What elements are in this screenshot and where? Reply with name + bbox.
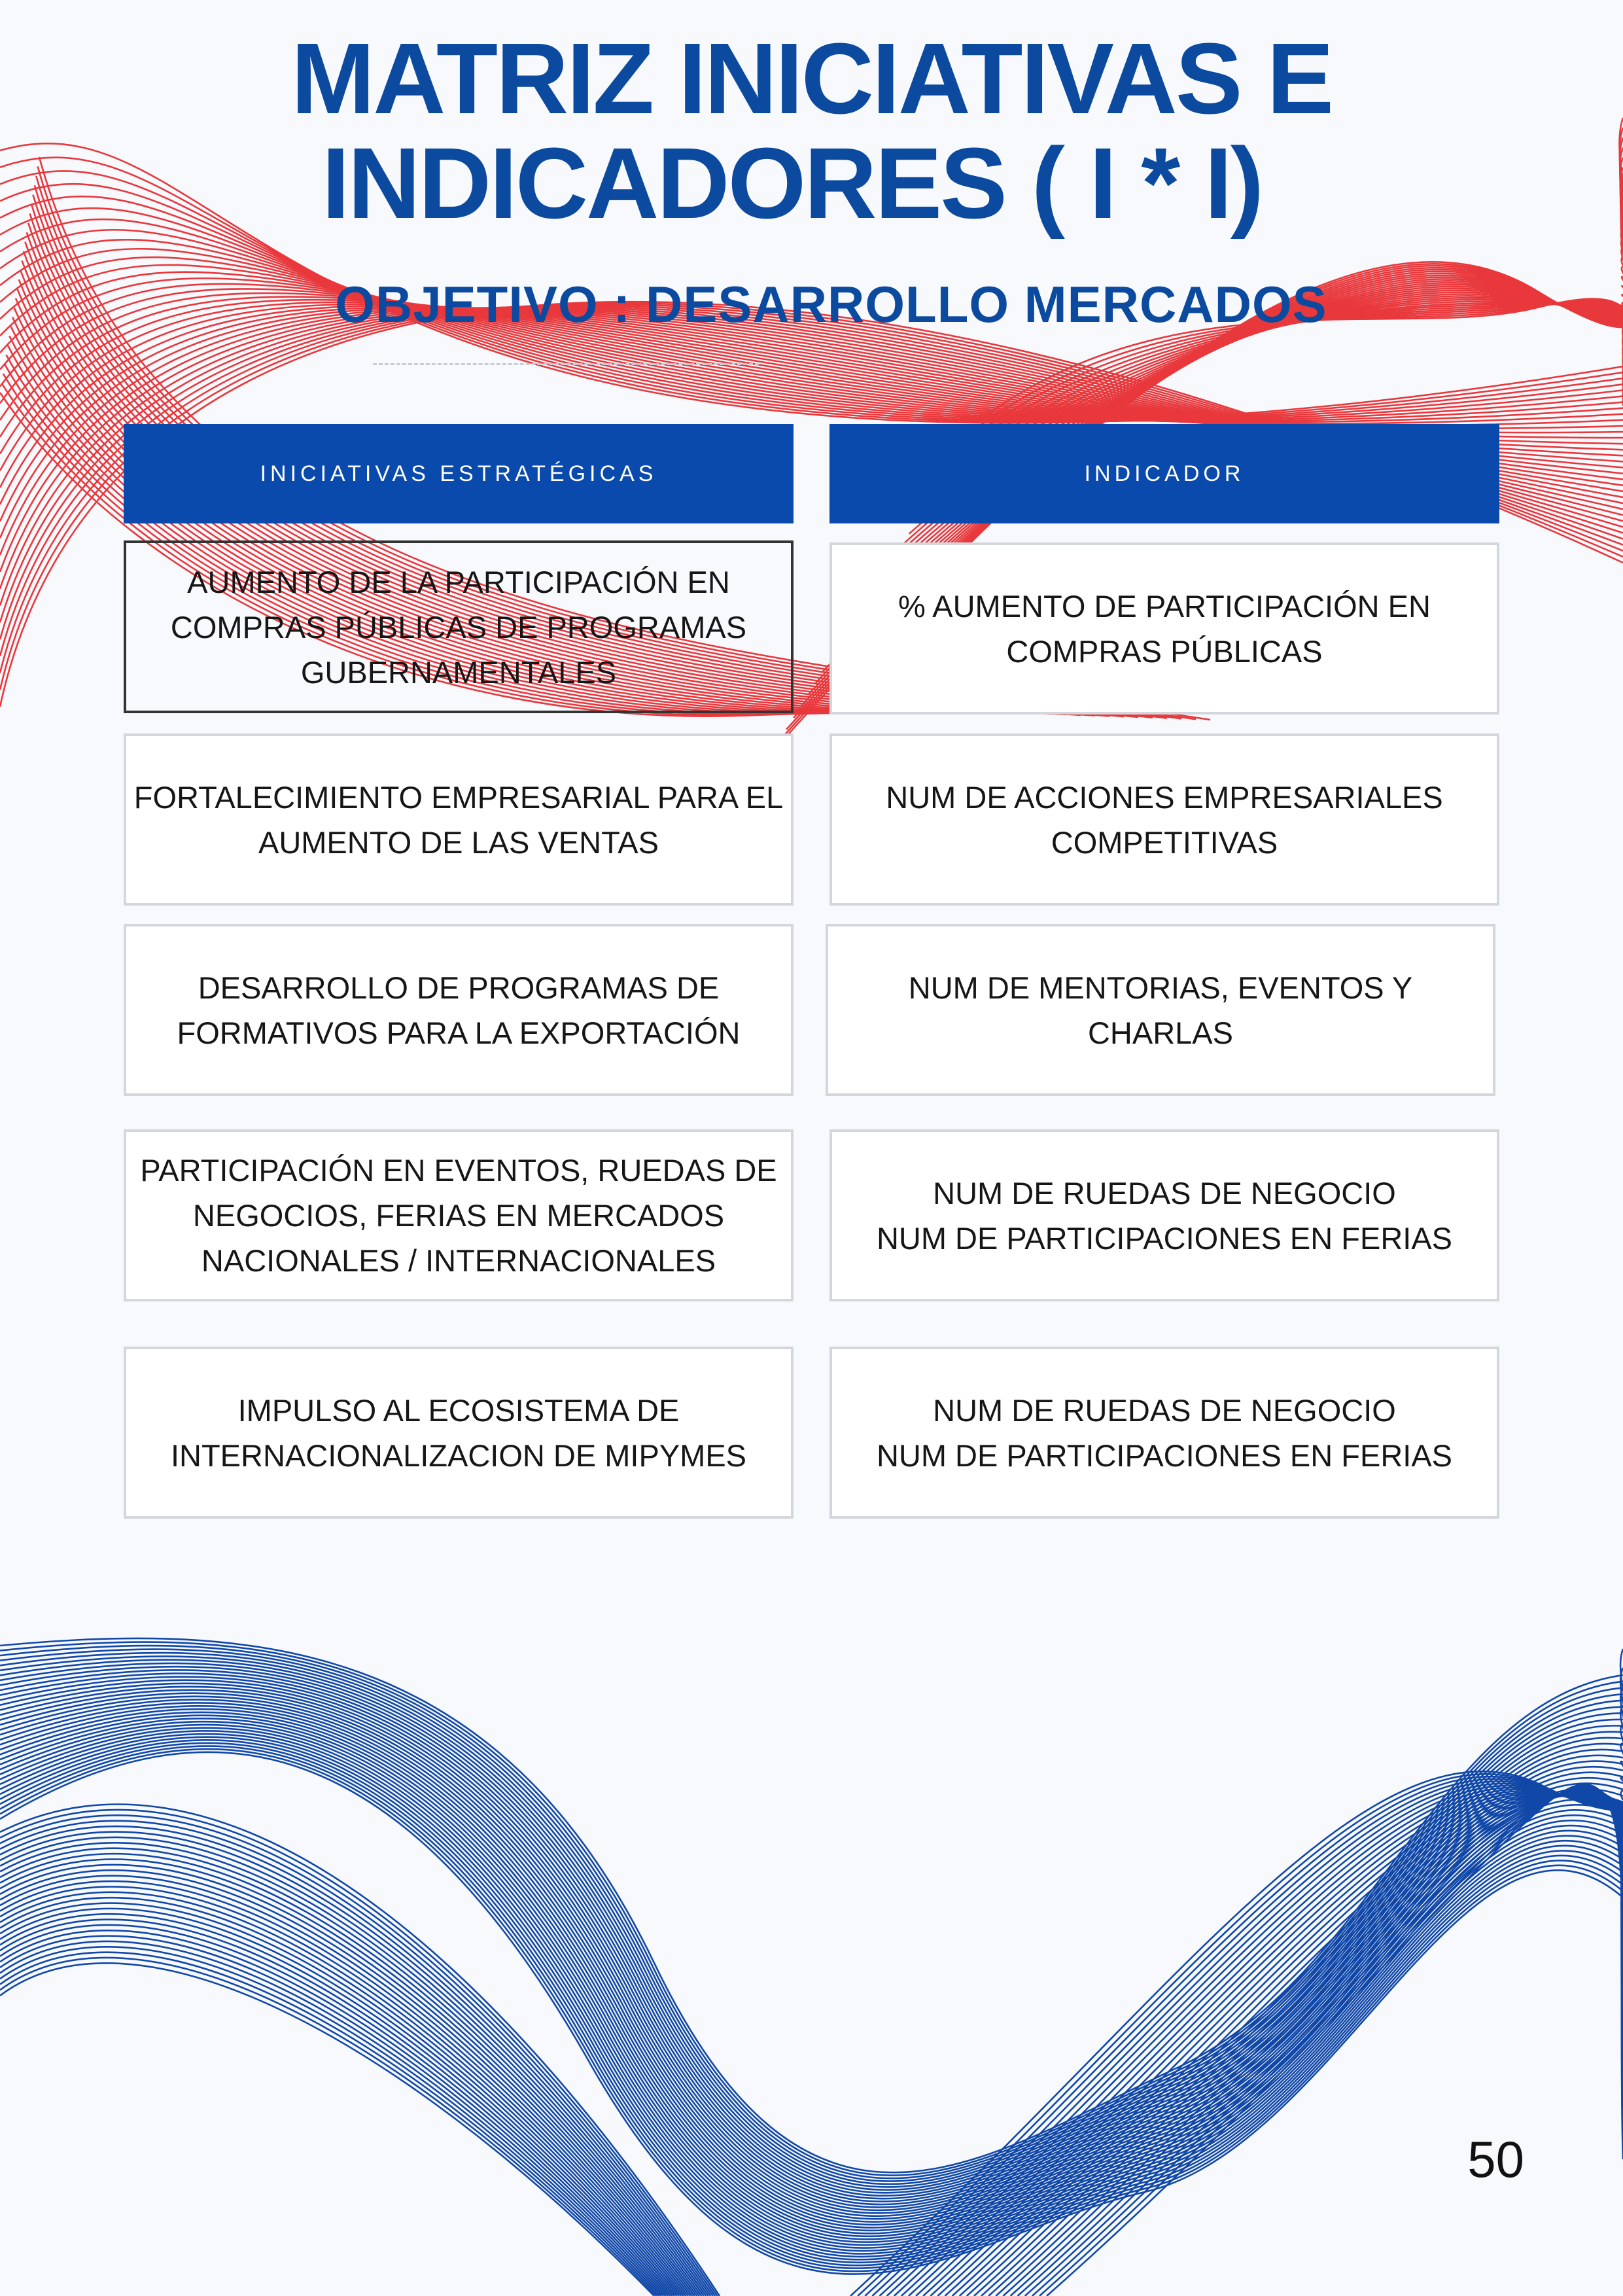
wave-line	[1039, 1785, 1623, 2296]
wave-line	[0, 1909, 676, 2296]
wave-line	[0, 1832, 708, 2296]
table-row-4-indicador	[829, 1129, 1499, 1301]
page-title	[0, 22, 1623, 239]
wave-line	[1047, 1784, 1623, 2296]
wave-line	[0, 1638, 1623, 2172]
wave-line	[0, 1674, 1623, 2202]
table-row-1-iniciativa	[124, 540, 794, 713]
wave-line	[0, 1749, 1623, 2271]
wave-line	[0, 1693, 1623, 2219]
cell-text: NUM DE RUEDAS DE NEGOCIO NUM DE PARTICIPACIONES EN FERIAS	[876, 1392, 1453, 1473]
wave-line	[0, 1646, 1623, 2178]
page-title-line-2: INDICADORES ( I * I)	[321, 127, 1263, 239]
wave-line	[0, 1722, 1623, 2245]
wave-line	[0, 1963, 654, 2296]
wave-line	[1018, 1788, 1623, 2296]
wave-line	[0, 1656, 1623, 2187]
wave-line	[0, 1843, 704, 2296]
wave-line	[0, 1650, 1623, 2181]
cell-text: PARTICIPACIÓN EN EVENTOS, RUEDAS DE NEGOCIOS, FERIAS EN MERCADOS NACIONALES / INTERNACIONALES	[140, 1153, 777, 1278]
wave-line	[0, 1930, 668, 2296]
wave-line	[0, 1952, 659, 2296]
dashed-divider	[373, 363, 759, 365]
cell-text: IMPULSO AL ECOSISTEMA DE INTERNACIONALIZACION DE MIPYMES	[170, 1392, 747, 1473]
wave-line	[1032, 1786, 1623, 2296]
wave-line	[0, 1936, 665, 2296]
wave-line	[865, 1687, 1623, 2296]
wave-line	[0, 1860, 697, 2296]
wave-line	[0, 1660, 1623, 2190]
wave-line	[996, 1791, 1623, 2296]
table-row-5-indicador	[829, 1347, 1499, 1519]
wave-line	[0, 1805, 720, 2296]
objective-subtitle: OBJETIVO : DESARROLLO MERCADOS	[335, 275, 1327, 333]
wave-line	[0, 1848, 701, 2296]
cell-text: NUM DE MENTORIAS, EVENTOS Y CHARLAS	[908, 970, 1413, 1050]
wave-line	[974, 1793, 1623, 2296]
wave-line	[0, 1680, 1623, 2208]
cell-text: AUMENTO DE LA PARTICIPACIÓN EN COMPRAS PÚBLICAS DE PROGRAMAS GUBERNAMENTALES	[170, 564, 747, 690]
wave-line	[872, 1706, 1623, 2296]
table-row-4-iniciativa	[124, 1129, 794, 1301]
wave-line	[0, 1920, 672, 2296]
wave-line	[0, 1810, 718, 2296]
wave-line	[0, 1731, 1623, 2253]
wave-line	[0, 1740, 1623, 2262]
wave-line	[0, 1684, 1623, 2210]
wave-line	[0, 1709, 1623, 2233]
wave-line	[1010, 1789, 1623, 2296]
wave-line	[0, 1941, 663, 2296]
wave-line	[930, 1793, 1623, 2296]
wave-line	[0, 1728, 1623, 2251]
wave-line	[0, 1690, 1623, 2216]
page-number: 50	[1467, 2130, 1524, 2188]
wave-line	[0, 1712, 1623, 2236]
wave-line	[1003, 1790, 1623, 2296]
wave-line	[960, 1795, 1623, 2296]
table-row-5-iniciativa	[124, 1347, 794, 1519]
cell-text: % AUMENTO DE PARTICIPACIÓN EN COMPRAS PÚBLICAS	[898, 588, 1431, 669]
table-row-3-iniciativa	[124, 924, 794, 1096]
wave-line	[937, 1795, 1623, 2296]
wave-line	[0, 1725, 1623, 2248]
wave-line	[858, 1668, 1623, 2296]
wave-line	[1025, 1787, 1623, 2296]
page-title-line-1: MATRIZ INICIATIVAS E	[290, 22, 1333, 135]
wave-line	[0, 1687, 1623, 2214]
cell-text: FORTALECIMIENTO EMPRESARIAL PARA EL AUMENTO DE LAS VENTAS	[133, 779, 784, 860]
wave-line	[0, 1743, 1623, 2265]
cell-text: DESARROLLO DE PROGRAMAS DE FORMATIVOS PARA LA EXPORTACIÓN	[177, 970, 741, 1050]
wave-line	[0, 1670, 1623, 2199]
wave-line	[0, 1642, 1623, 2176]
table-row-2-iniciativa	[124, 733, 794, 906]
wave-line	[0, 1925, 670, 2296]
table-row-2-indicador	[829, 733, 1499, 906]
cell-text: NUM DE RUEDAS DE NEGOCIO NUM DE PARTICIPACIONES EN FERIAS	[876, 1175, 1453, 1256]
wave-line	[909, 1790, 1623, 2296]
wave-line	[0, 1837, 706, 2296]
wave-line	[0, 1881, 688, 2296]
wave-line	[945, 1795, 1623, 2296]
header-indicador: INDICADOR	[829, 424, 1499, 523]
wave-line	[0, 1870, 693, 2296]
wave-line	[850, 1649, 1623, 2296]
wave-line	[0, 1892, 684, 2296]
wave-line	[0, 1697, 1623, 2222]
wave-line	[879, 1725, 1623, 2296]
wave-line	[0, 1854, 699, 2296]
wave-line	[923, 1793, 1623, 2296]
wave-line	[0, 1734, 1623, 2257]
wave-line	[0, 1716, 1623, 2240]
wave-line	[0, 1752, 1623, 2274]
wave-line	[0, 1746, 1623, 2269]
wave-line	[0, 1706, 1623, 2231]
wave-line	[916, 1791, 1623, 2296]
wave-line	[0, 1663, 1623, 2193]
wave-line	[0, 1903, 679, 2296]
wave-line	[901, 1777, 1623, 2296]
wave-line	[887, 1743, 1623, 2296]
wave-line	[0, 1898, 681, 2296]
wave-line	[967, 1794, 1623, 2296]
wave-line	[0, 1876, 690, 2296]
table-row-1-indicador	[829, 542, 1499, 715]
wave-line	[0, 1653, 1623, 2184]
wave-line	[0, 1821, 713, 2296]
wave-line	[0, 1958, 656, 2296]
wave-line	[0, 1826, 710, 2296]
wave-line	[0, 1947, 661, 2296]
wave-line	[0, 1703, 1623, 2227]
wave-line	[988, 1792, 1623, 2296]
wave-line	[981, 1792, 1623, 2296]
header-iniciativas: INICIATIVAS ESTRATÉGICAS	[124, 424, 794, 523]
cell-text: NUM DE ACCIONES EMPRESARIALES COMPETITIVAS	[886, 779, 1443, 860]
wave-line	[0, 1667, 1623, 2196]
wave-line	[0, 1677, 1623, 2204]
wave-line	[0, 1815, 715, 2296]
wave-line	[0, 1886, 686, 2296]
table-row-3-indicador	[826, 924, 1495, 1096]
wave-line	[894, 1761, 1623, 2296]
wave-line	[0, 1737, 1623, 2260]
wave-line	[0, 1718, 1623, 2242]
wave-line	[952, 1795, 1623, 2296]
wave-line	[0, 1865, 695, 2296]
wave-line	[0, 1700, 1623, 2225]
blue-wave-lines	[0, 1638, 1623, 2296]
wave-line	[0, 1914, 674, 2296]
